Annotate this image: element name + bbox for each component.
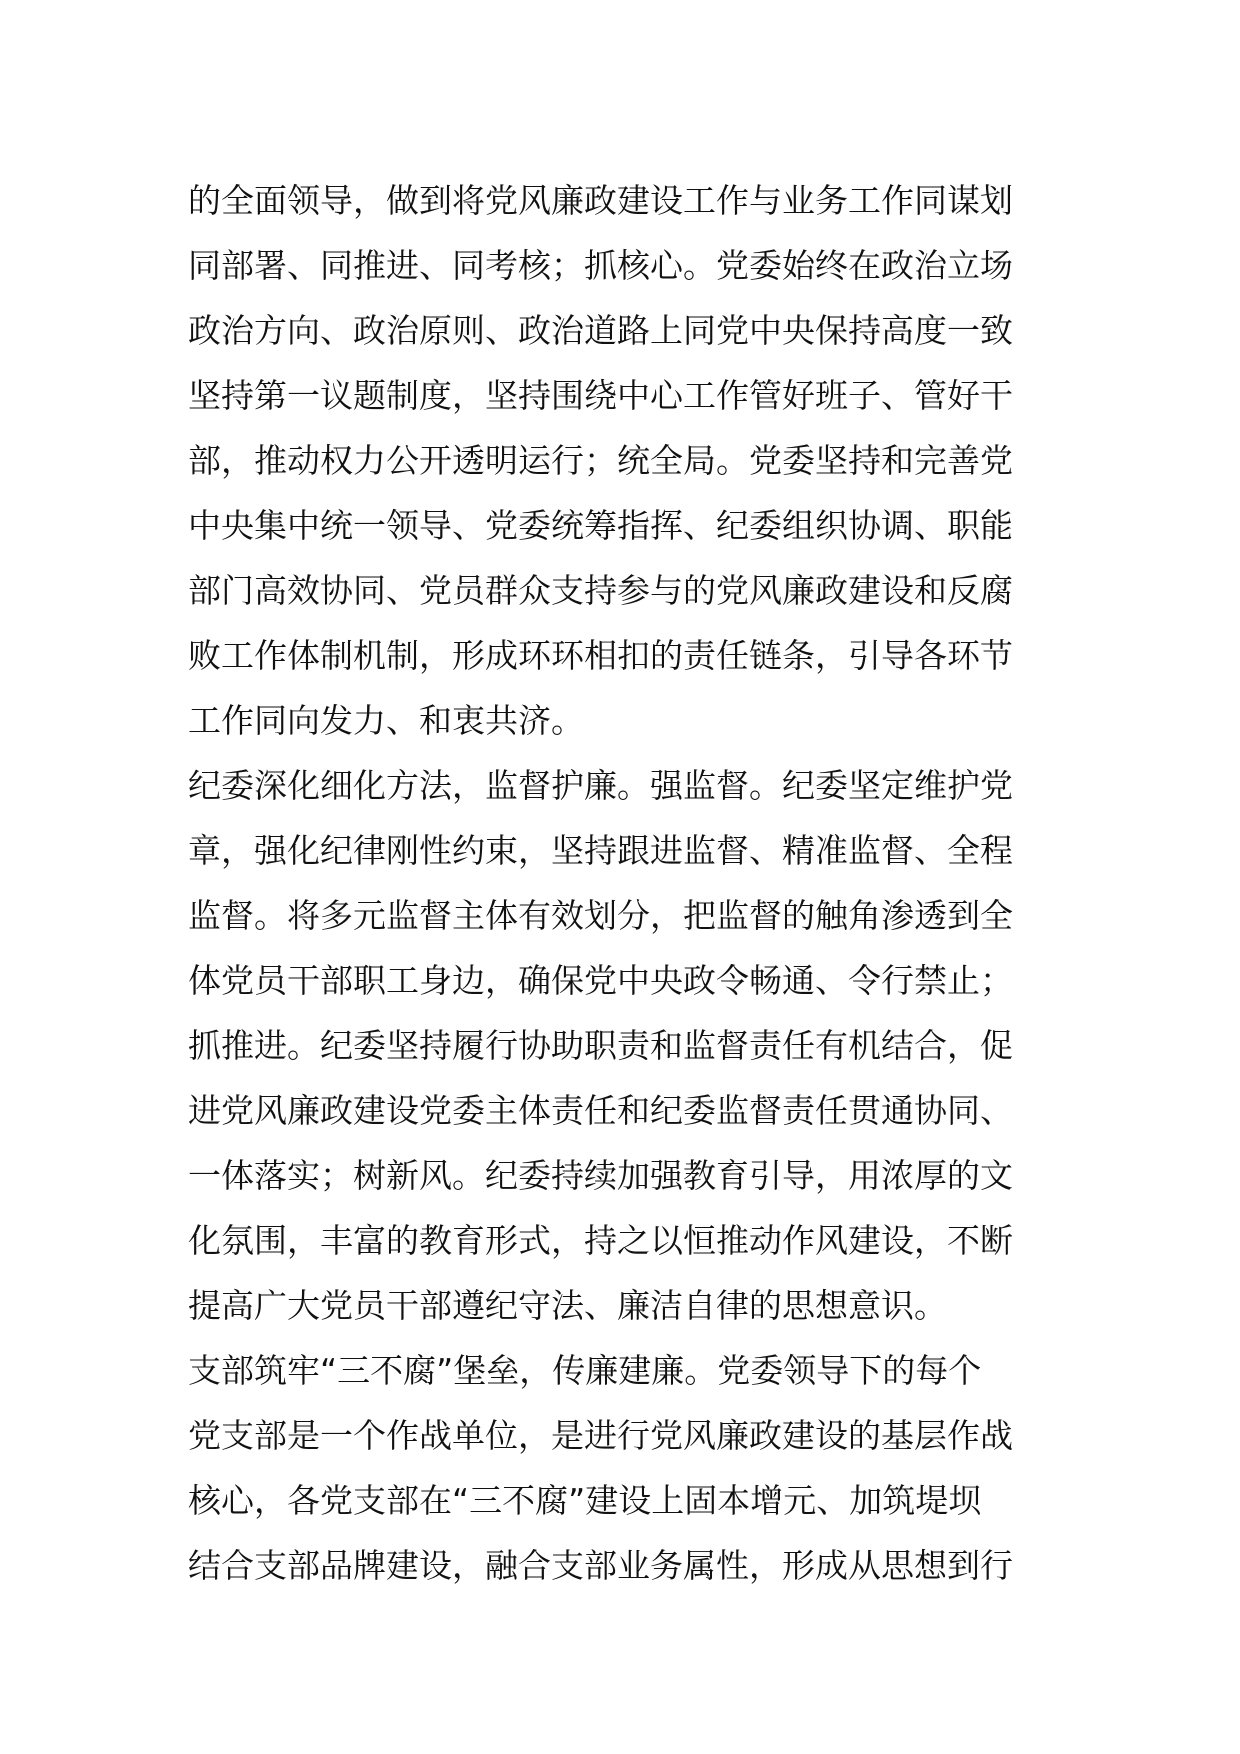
text-line: 抓推进。纪委坚持履行协助职责和监督责任有机结合，促	[188, 1026, 1013, 1065]
text-line: 部门高效协同、党员群众支持参与的党风廉政建设和反腐	[188, 571, 1013, 610]
text-line: 化氛围，丰富的教育形式，持之以恒推动作风建设，不断	[188, 1221, 1013, 1260]
text-line: 核心，各党支部在“三不腐”建设上固本增元、加筑堤坝	[188, 1481, 982, 1520]
text-line: 工作同向发力、和衷共济。	[188, 701, 584, 740]
text-line: 支部筑牢“三不腐”堡垒，传廉建廉。党委领导下的每个	[188, 1351, 982, 1390]
text-line: 败工作体制机制，形成环环相扣的责任链条，引导各环节	[188, 636, 1013, 675]
body-text	[188, 168, 1058, 1598]
text-line: 党支部是一个作战单位，是进行党风廉政建设的基层作战	[188, 1416, 1013, 1455]
text-line: 纪委深化细化方法，监督护廉。强监督。纪委坚定维护党	[188, 766, 1013, 805]
text-line: 结合支部品牌建设，融合支部业务属性，形成从思想到行	[188, 1546, 1013, 1585]
text-line: 政治方向、政治原则、政治道路上同党中央保持高度一致	[188, 311, 1013, 350]
text-line: 同部署、同推进、同考核；抓核心。党委始终在政治立场	[188, 246, 1013, 285]
text-line: 体党员干部职工身边，确保党中央政令畅通、令行禁止；	[188, 961, 1013, 1000]
text-line: 中央集中统一领导、党委统筹指挥、纪委组织协调、职能	[188, 506, 1013, 545]
text-line: 的全面领导，做到将党风廉政建设工作与业务工作同谋划	[188, 181, 1013, 220]
text-line: 一体落实；树新风。纪委持续加强教育引导，用浓厚的文	[188, 1156, 1013, 1195]
text-line: 坚持第一议题制度，坚持围绕中心工作管好班子、管好干	[188, 376, 1013, 415]
text-line: 监督。将多元监督主体有效划分，把监督的触角渗透到全	[188, 896, 1013, 935]
text-line: 进党风廉政建设党委主体责任和纪委监督责任贯通协同、	[188, 1091, 1013, 1130]
text-line: 部，推动权力公开透明运行；统全局。党委坚持和完善党	[188, 441, 1013, 480]
text-line: 提高广大党员干部遵纪守法、廉洁自律的思想意识。	[188, 1286, 947, 1325]
text-line: 章，强化纪律刚性约束，坚持跟进监督、精准监督、全程	[188, 831, 1013, 870]
